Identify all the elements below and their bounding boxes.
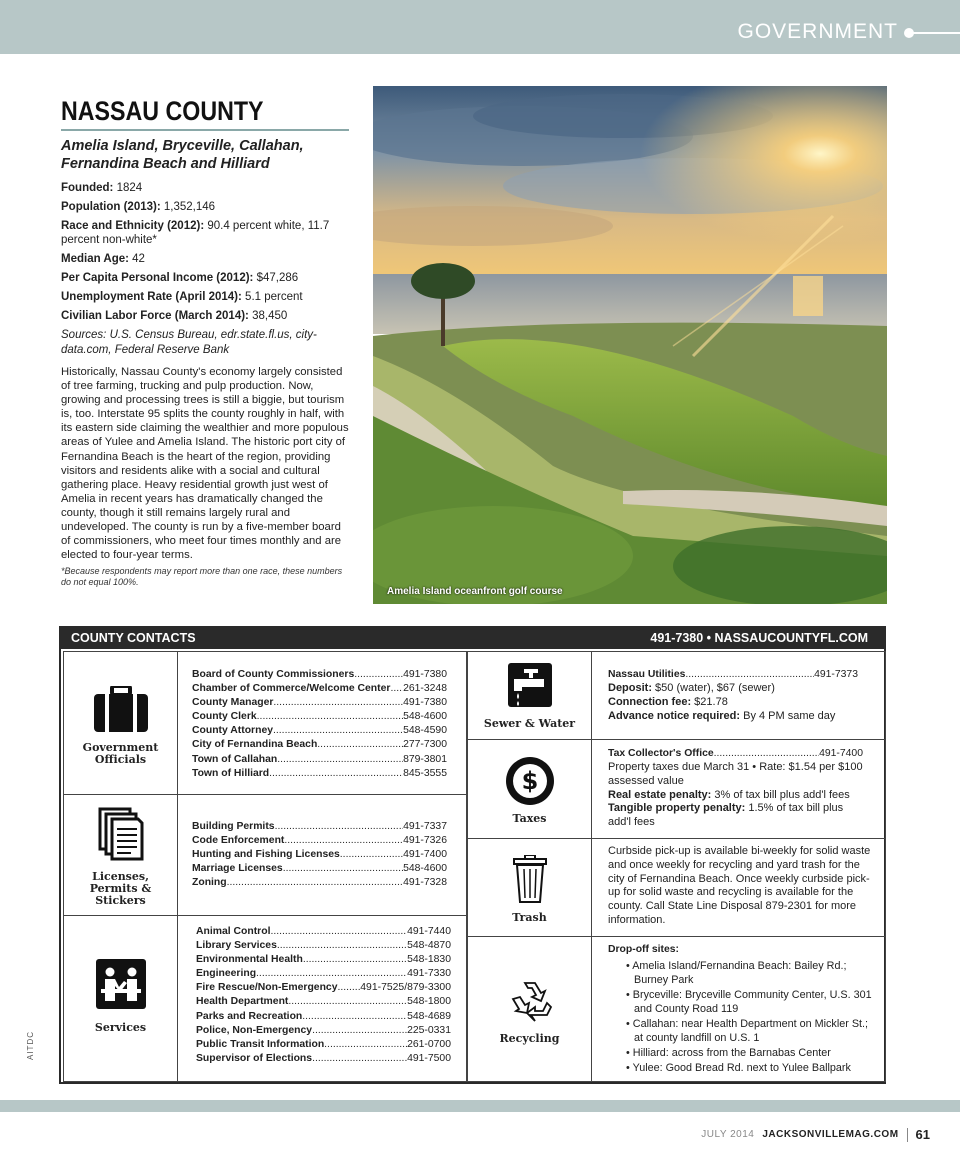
list-item <box>192 682 447 696</box>
dot-leader <box>273 696 403 710</box>
contact-name: County Manager <box>192 697 274 709</box>
fact-label: Unemployment Rate (April 2014): <box>61 291 242 303</box>
sources: Sources: U.S. Census Bureau, edr.state.fl.us, city-data.com, Federal Reserve Bank <box>61 329 317 356</box>
documents-icon <box>64 807 177 866</box>
contact-phone: 548-4870 <box>407 940 451 952</box>
fact-population <box>61 200 351 214</box>
deposit-value: $50 (water), $67 (sewer) <box>652 682 775 694</box>
services-list <box>196 925 451 1066</box>
contact-phone: 491-7380 <box>403 697 447 709</box>
dot-leader <box>312 1052 407 1066</box>
dot-leader <box>227 876 403 890</box>
dot-leader <box>337 981 360 995</box>
notice-line <box>608 710 858 724</box>
svg-text:$: $ <box>521 767 538 795</box>
contact-phone: 491-7500 <box>407 1052 451 1064</box>
county-profile <box>61 96 351 588</box>
fact-value: $47,286 <box>253 272 299 284</box>
deposit-label: Deposit: <box>608 682 652 694</box>
contact-name: Fire Rescue/Non-Emergency <box>196 982 338 994</box>
water-info <box>608 668 858 723</box>
fact-value: 1,352,146 <box>160 201 216 213</box>
list-item <box>192 767 447 781</box>
list-item <box>192 724 447 738</box>
dot-leader <box>302 1010 407 1024</box>
licenses-icon-cell <box>63 794 178 916</box>
dot-leader <box>270 925 407 939</box>
dot-leader <box>269 767 403 781</box>
fact-value: 5.1 percent <box>241 291 303 303</box>
government-label: Government Officials <box>82 741 159 766</box>
contact-phone: 548-1800 <box>407 996 451 1008</box>
briefcase-icon <box>64 686 177 737</box>
taxes-info <box>608 747 863 830</box>
list-item <box>196 953 451 967</box>
connection-label: Connection fee: <box>608 695 692 708</box>
dot-leader <box>354 668 403 682</box>
body-text: Historically, Nassau County's economy largely consisted of tree farming, trucking and pulp production. Now, growing and processing trees is still a biggie, but tourism is, too. Interstate 95 splits the county roughly in half, with its eastern side claiming the wealthier and more populous areas of Yulee and Amelia Island. The historic port city of Fernandina Beach is the heart of the region, providing visitors and residents alike with a social and cultural gathering place. Heavy residential growth just west of Amelia in recent years has dramatically changed the county, though it still remains largely rural and undeveloped. The county is run by a five-member board of commissioners, who meet four times monthly and are elected to four-year terms. <box>61 366 349 562</box>
county-contacts-box <box>59 626 886 1084</box>
title-divider <box>61 129 349 131</box>
contact-name: Tax Collector's Office <box>608 748 714 759</box>
contact-phone: 879-3801 <box>403 753 447 765</box>
contacts-main-info: 491-7380 • NASSAUCOUNTYFL.COM <box>650 631 868 645</box>
footnote: *Because respondents may report more than one race, these numbers do not equal 100%. <box>61 566 343 588</box>
water-label: Sewer & Water <box>483 717 576 730</box>
list-item <box>192 820 447 834</box>
list-item <box>196 995 451 1009</box>
list-item <box>196 1010 451 1024</box>
trash-info-cell <box>591 838 886 937</box>
fact-value: 1824 <box>113 182 143 194</box>
list-item <box>196 925 451 939</box>
contact-name: County Attorney <box>192 725 274 737</box>
list-item <box>192 738 447 752</box>
notice-label: Advance notice required: <box>608 709 741 722</box>
trash-info: Curbside pick-up is available bi-weekly for solid waste and once weekly for recycling and yard trash for the city of Fernandina Beach. Once weekly curbside pick-up for solid waste and recycling is available for the county. Call State Line Disposal 879-2301 for more information. <box>608 845 871 926</box>
real-estate-value: 3% of tax bill plus add'l fees <box>711 788 850 801</box>
deposit-line <box>608 682 858 696</box>
government-list <box>192 668 447 781</box>
contact-phone: 225-0331 <box>407 1024 451 1036</box>
list-item <box>196 1038 451 1052</box>
contact-phone: 261-0700 <box>407 1038 451 1050</box>
licenses-list <box>192 820 447 890</box>
real-estate-penalty <box>608 789 863 803</box>
contact-phone: 491-7400 <box>403 849 447 861</box>
contact-phone: 491-7328 <box>403 877 447 889</box>
list-item: • Yulee: Good Bread Rd. next to Yulee Ballpark <box>608 1061 880 1075</box>
list-item <box>192 862 447 876</box>
dot-leader <box>303 953 407 967</box>
contact-phone: 491-7373 <box>814 669 858 680</box>
government-icon-cell <box>63 651 178 795</box>
footer-band <box>0 1100 960 1112</box>
taxes-label: Taxes <box>512 812 547 825</box>
contact-phone: 548-1830 <box>407 954 451 966</box>
contact-phone: 491-7330 <box>407 968 451 980</box>
services-icon-cell <box>63 915 178 1082</box>
dot-leader <box>714 747 819 761</box>
water-info-cell <box>591 651 886 740</box>
footer-divider <box>907 1128 908 1142</box>
recycle-icon <box>468 979 591 1030</box>
photo-caption: Amelia Island oceanfront golf course <box>387 586 563 597</box>
list-item <box>192 710 447 724</box>
contact-phone: 491-7400 <box>819 748 863 759</box>
contact-name: Engineering <box>196 968 257 980</box>
contact-name: Parks and Recreation <box>196 1010 303 1022</box>
tax-rate-line: Property taxes due March 31 • Rate: $1.54 per $100 assessed value <box>608 761 863 787</box>
notice-value: By 4 PM same day <box>740 709 836 722</box>
photo-illustration <box>373 86 887 604</box>
fact-label: Median Age: <box>61 253 129 265</box>
contact-name: City of Fernandina Beach <box>192 739 318 751</box>
contact-phone: 548-4600 <box>403 863 447 875</box>
services-label: Services <box>94 1021 147 1034</box>
dropoff-heading: Drop-off sites: <box>608 944 679 955</box>
contact-name: Marriage Licenses <box>192 863 283 875</box>
contact-phone: 491-7525/879-3300 <box>360 982 451 994</box>
dot-leader <box>257 710 403 724</box>
contact-name: Board of County Commissioners <box>192 669 355 680</box>
contact-phone: 491-7326 <box>403 835 447 847</box>
section-line <box>912 32 960 34</box>
dot-leader <box>390 682 403 696</box>
contact-name: Hunting and Fishing Licenses <box>192 849 340 861</box>
fact-label: Founded: <box>61 182 114 194</box>
list-item <box>192 834 447 848</box>
list-item <box>192 696 447 710</box>
list-item: • Hilliard: across from the Barnabas Center <box>608 1046 880 1060</box>
page-footer <box>701 1127 930 1142</box>
list-item <box>192 848 447 862</box>
contact-name: Code Enforcement <box>192 835 285 847</box>
fact-median-age <box>61 252 351 266</box>
contact-phone: 548-4689 <box>407 1010 451 1022</box>
list-item <box>196 981 451 995</box>
photo-credit: AITDC <box>26 1031 35 1060</box>
taxes-icon-cell <box>467 739 592 839</box>
contact-name: Library Services <box>196 940 277 952</box>
tangible-value: 1.5% of tax bill plus add'l fees <box>608 802 844 829</box>
contact-name: Public Transit Information <box>196 1038 325 1050</box>
service-desk-icon <box>64 959 177 1014</box>
page-title: NASSAU COUNTY <box>61 96 264 126</box>
golf-course-photo <box>373 86 887 604</box>
contact-name: Chamber of Commerce/Welcome Center <box>192 683 391 695</box>
contact-phone: 491-7337 <box>403 821 447 832</box>
contact-name: Zoning <box>192 877 227 889</box>
list-item <box>192 876 447 890</box>
trash-label: Trash <box>512 911 547 924</box>
fact-labor-force <box>61 309 351 323</box>
fact-race <box>61 219 351 247</box>
water-icon-cell <box>467 651 592 740</box>
dot-leader <box>288 995 407 1009</box>
fact-label: Race and Ethnicity (2012): <box>61 220 205 232</box>
dot-leader <box>324 1038 407 1052</box>
contact-name: Police, Non-Emergency <box>196 1024 313 1036</box>
issue-date: JULY 2014 <box>701 1129 755 1140</box>
contact-name: Nassau Utilities <box>608 669 686 680</box>
real-estate-label: Real estate penalty: <box>608 788 712 801</box>
contact-phone: 277-7300 <box>403 739 447 751</box>
website-link[interactable]: JACKSONVILLEMAG.COM <box>762 1129 899 1140</box>
dollar-coin-icon <box>468 756 591 811</box>
list-item <box>192 668 447 682</box>
fact-income <box>61 271 351 285</box>
dot-leader <box>273 724 403 738</box>
contacts-header <box>61 628 884 649</box>
dot-leader <box>256 967 407 981</box>
fact-label: Population (2013): <box>61 201 161 213</box>
fact-label: Civilian Labor Force (March 2014): <box>61 310 249 322</box>
dot-leader <box>685 668 814 682</box>
contact-name: Health Department <box>196 996 289 1008</box>
fact-value: 38,450 <box>248 310 288 322</box>
contact-phone: 261-3248 <box>403 683 447 695</box>
services-list-cell <box>177 915 467 1082</box>
fact-value: 42 <box>128 253 145 265</box>
section-label: GOVERNMENT <box>737 20 898 43</box>
page-number: 61 <box>915 1127 930 1142</box>
dot-leader <box>284 834 403 848</box>
county-subtitle: Amelia Island, Bryceville, Callahan, Fernandina Beach and Hilliard <box>61 138 304 172</box>
contact-phone: 491-7440 <box>407 926 451 937</box>
list-item <box>608 747 863 761</box>
fact-founded <box>61 181 351 195</box>
list-item <box>196 967 451 981</box>
dot-leader <box>340 848 403 862</box>
licenses-label: Licenses, Permits & Stickers <box>89 870 152 907</box>
contacts-title: COUNTY CONTACTS <box>71 631 196 645</box>
list-item: • Callahan: near Health Department on Mickler St.; at county landfill on U.S. 1 <box>608 1017 880 1045</box>
list-item: • Bryceville: Bryceville Community Center, U.S. 301 and County Road 119 <box>608 988 880 1016</box>
recycling-info <box>608 943 880 1076</box>
list-item <box>192 753 447 767</box>
contact-name: Environmental Health <box>196 954 303 966</box>
contact-name: Town of Hilliard <box>192 767 270 779</box>
dot-leader <box>283 862 403 876</box>
recycling-icon-cell <box>467 936 592 1082</box>
contact-phone: 548-4590 <box>403 725 447 737</box>
recycling-label: Recycling <box>499 1032 560 1045</box>
list-item: • Amelia Island/Fernandina Beach: Bailey Rd.; Burney Park <box>608 959 880 987</box>
fact-value: 90.4 percent white, 11.7 percent non-white* <box>61 220 330 246</box>
trash-can-icon <box>468 855 591 908</box>
dot-leader <box>312 1024 407 1038</box>
tangible-penalty <box>608 802 863 830</box>
taxes-info-cell <box>591 739 886 839</box>
government-list-cell <box>177 651 467 795</box>
list-item <box>196 1024 451 1038</box>
dropoff-list <box>608 959 880 1075</box>
dot-leader <box>317 738 403 752</box>
list-item <box>196 1052 451 1066</box>
tangible-label: Tangible property penalty: <box>608 802 746 815</box>
recycling-info-cell <box>591 936 886 1082</box>
connection-line <box>608 696 858 710</box>
dot-leader <box>277 939 407 953</box>
list-item <box>608 668 858 682</box>
contact-name: Supervisor of Elections <box>196 1052 313 1064</box>
licenses-list-cell <box>177 794 467 916</box>
trash-icon-cell <box>467 838 592 937</box>
contact-name: Building Permits <box>192 821 275 832</box>
contact-name: Town of Callahan <box>192 753 278 765</box>
fact-list <box>61 181 351 323</box>
contact-phone: 491-7380 <box>403 669 447 680</box>
fact-unemployment <box>61 290 351 304</box>
contact-phone: 845-3555 <box>403 767 447 779</box>
fact-label: Per Capita Personal Income (2012): <box>61 272 254 284</box>
connection-value: $21.78 <box>691 695 728 708</box>
contact-phone: 548-4600 <box>403 711 447 723</box>
dot-leader <box>277 753 403 767</box>
dot-leader <box>275 820 404 834</box>
contact-name: Animal Control <box>196 926 271 937</box>
contact-name: County Clerk <box>192 711 257 723</box>
list-item <box>196 939 451 953</box>
faucet-icon <box>468 663 591 712</box>
